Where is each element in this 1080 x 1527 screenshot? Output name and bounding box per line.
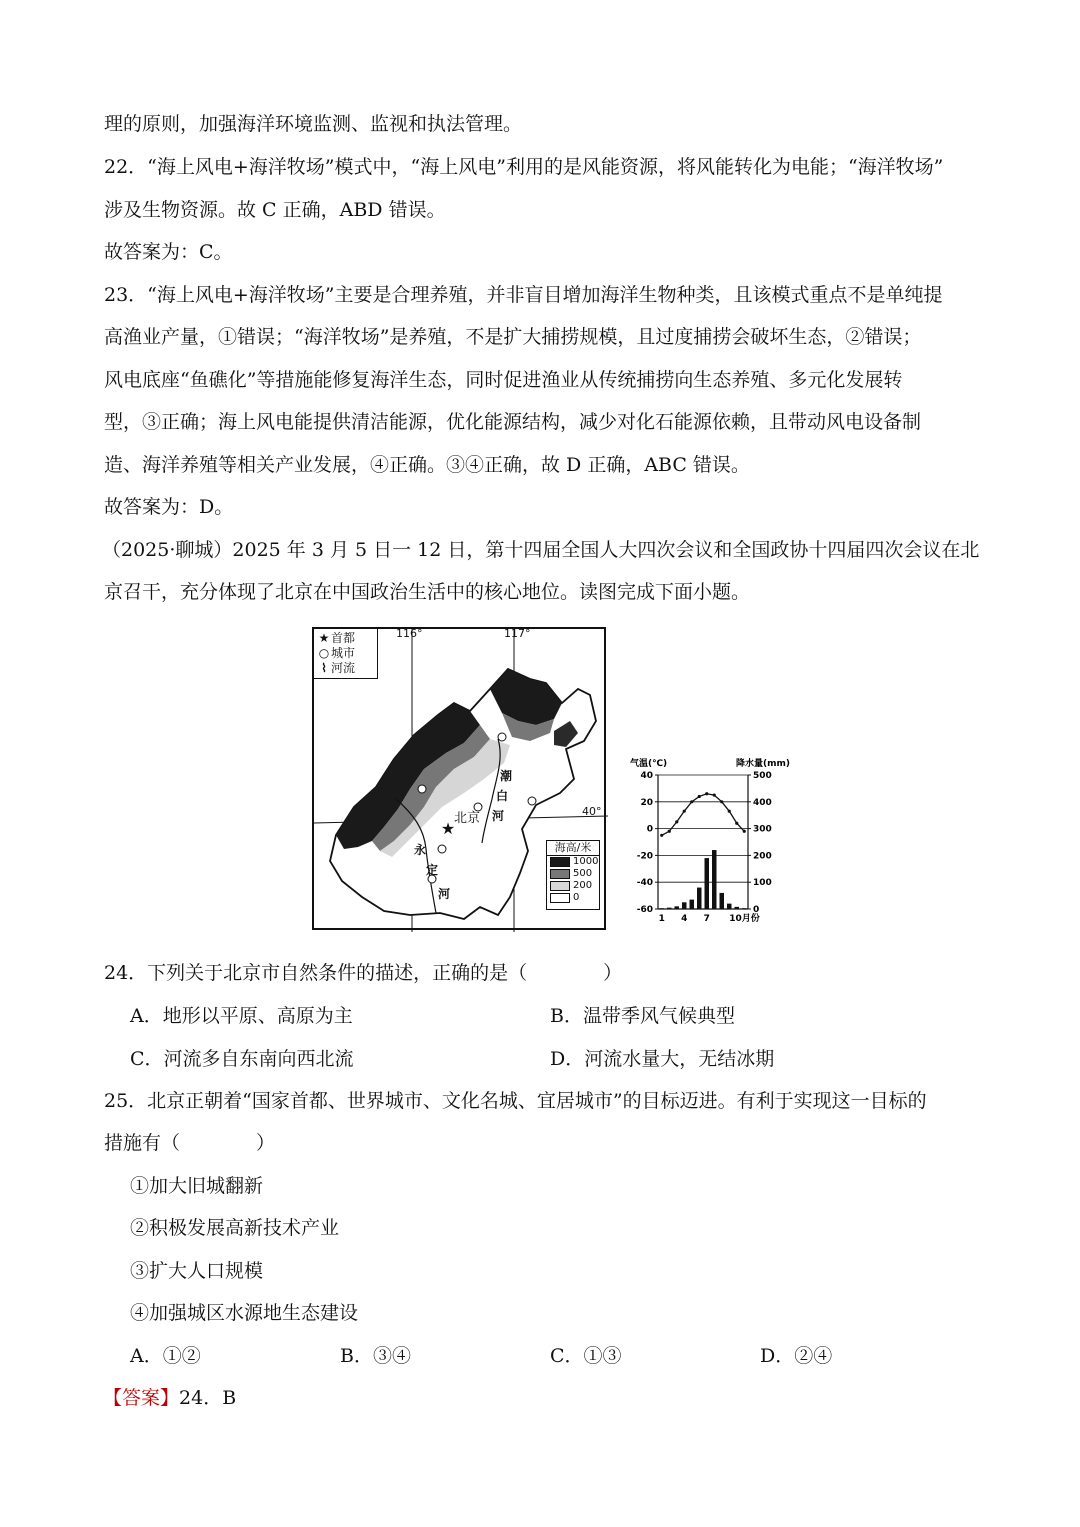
paragraph-line: 涉及生物资源。故 C 正确，ABD 错误。 [104, 199, 446, 221]
lon-label-117: 117° [504, 627, 531, 640]
answer-line [103, 1384, 236, 1412]
river-label-char: 定 [426, 863, 439, 877]
elevation-label: 0 [573, 892, 580, 903]
chart-precip-tick-label: 400 [753, 797, 772, 808]
legend-label: 河流 [331, 661, 356, 675]
paragraph-line: 风电底座“鱼礁化”等措施能修复海洋生态，同时促进渔业从传统捕捞向生态养殖、多元化发展转 [104, 369, 903, 391]
chart-temp-tick-label: 0 [646, 824, 653, 835]
precip-bar [675, 906, 680, 909]
figure-beijing [312, 627, 792, 932]
elevation-legend-row [547, 892, 599, 904]
answer-text: 24．B [179, 1387, 237, 1409]
river-label-char: 河 [438, 887, 451, 901]
q25-option-d: D．②④ [760, 1345, 833, 1367]
chart-x-tick-label: 7 [703, 914, 710, 924]
temperature-point [713, 794, 716, 797]
precip-bar [712, 850, 717, 909]
legend-label: 城市 [331, 646, 356, 660]
elevation-label: 500 [573, 868, 593, 879]
q24-option-d: D．河流水量大，无结冰期 [550, 1048, 775, 1070]
elevation-label: 200 [573, 880, 593, 891]
q25-option-c: C．①③ [550, 1345, 622, 1367]
chart-precip-tick-label: 200 [753, 851, 772, 862]
map-legend-symbols [314, 629, 378, 679]
elevation-swatch [550, 881, 570, 891]
chart-temp-tick-label: 40 [640, 771, 653, 781]
q25-item: ②积极发展高新技术产业 [130, 1217, 340, 1239]
temperature-point [705, 792, 708, 795]
paragraph-line: 型，③正确；海上风电能提供清洁能源，优化能源结构，减少对化石能源依赖，且带动风电设备制 [104, 411, 922, 433]
precip-bar [660, 908, 665, 909]
chart-precip-tick-label: 300 [753, 824, 772, 835]
city-marker [498, 733, 506, 741]
q25-item: ①加大旧城翻新 [130, 1175, 264, 1197]
city-marker [418, 785, 426, 793]
river-label-char: 永 [414, 843, 427, 857]
q24-option-a: A．地形以平原、高原为主 [130, 1005, 353, 1027]
temperature-point [690, 800, 693, 803]
question-25-stem: 措施有（ ） [104, 1132, 276, 1154]
legend-row [317, 631, 374, 646]
precip-bar [742, 908, 747, 909]
temperature-point [728, 810, 731, 813]
elevation-legend-row [547, 868, 599, 880]
answer-tag: 【答案】 [103, 1387, 180, 1409]
question-24-stem: 24．下列关于北京市自然条件的描述，正确的是（ ） [104, 962, 623, 984]
chart-precip-tick-label: 500 [753, 771, 772, 781]
paragraph-line: （2025·聊城）2025 年 3 月 5 日一 12 日，第十四届全国人大四次会议和全国政协十四届四次会议在北 [102, 539, 980, 561]
city-marker [528, 797, 536, 805]
chart-precip-tick-label: 100 [753, 878, 772, 889]
chart-temp-tick-label: -20 [636, 851, 653, 862]
paragraph-line: 京召干，充分体现了北京在中国政治生活中的核心地位。读图完成下面小题。 [104, 581, 751, 603]
river-label-char: 河 [492, 809, 505, 823]
question-25-stem: 25．北京正朝着“国家首都、世界城市、文化名城、宜居城市”的目标迈进。有利于实现这一目标的 [104, 1090, 927, 1112]
q24-option-b: B．温带季风气候典型 [550, 1005, 735, 1027]
precip-bar [727, 904, 732, 909]
q24-option-c: C．河流多自东南向西北流 [130, 1048, 354, 1070]
river-label-char: 白 [496, 789, 509, 803]
chart-right-axis-label: 降水量(mm) [736, 759, 790, 769]
legend-row [317, 646, 374, 661]
elevation-legend-title: 海高/米 [547, 841, 599, 856]
star-icon: ★ [318, 631, 330, 645]
capital-star: ★ [440, 819, 456, 838]
q25-option-b: B．③④ [340, 1345, 411, 1367]
paragraph-line: 理的原则，加强海洋环境监测、监视和执法管理。 [104, 113, 523, 135]
precip-bar [690, 900, 695, 909]
q25-option-a: A．①② [130, 1345, 201, 1367]
chart-x-tick-label: 10月份 [729, 914, 760, 924]
elevation-swatch [550, 893, 570, 903]
paragraph-line: 高渔业产量，①错误；“海洋牧场”是养殖，不是扩大捕捞规模，且过度捕捞会破坏生态，②错误； [104, 326, 922, 348]
elevation-swatch [550, 857, 570, 867]
q25-item: ③扩大人口规模 [130, 1260, 264, 1282]
chart-temp-tick-label: 20 [640, 797, 653, 808]
river-label-char: 潮 [500, 769, 513, 783]
precip-bar [697, 888, 702, 909]
temperature-line [662, 794, 745, 836]
elevation-swatch [550, 869, 570, 879]
temperature-point [735, 822, 738, 825]
chart-x-tick-label: 4 [681, 914, 688, 924]
precip-bar [667, 908, 672, 909]
paragraph-line: 故答案为：C。 [104, 241, 233, 263]
paragraph-line: 故答案为：D。 [104, 496, 234, 518]
paragraph-line: 22．“海上风电+海洋牧场”模式中，“海上风电”利用的是风能资源，将风能转化为电能；“海洋牧场” [104, 156, 944, 178]
temperature-point [683, 810, 686, 813]
temperature-point [675, 820, 678, 823]
climate-chart [630, 757, 790, 932]
temperature-point [743, 830, 746, 833]
temperature-point [660, 834, 663, 837]
temperature-point [668, 830, 671, 833]
chart-left-axis-label: 气温(℃) [630, 759, 668, 769]
chart-temp-tick-label: -40 [636, 878, 653, 889]
paragraph-line: 23．“海上风电+海洋牧场”主要是合理养殖，并非盲目增加海洋生物种类，且该模式重点不是单纯提 [104, 284, 943, 306]
q25-item: ④加强城区水源地生态建设 [130, 1302, 359, 1324]
elevation-legend-row [547, 856, 599, 868]
lat-label-40: 40° [582, 805, 602, 818]
temperature-point [698, 795, 701, 798]
beijing-map [312, 627, 606, 930]
precip-bar [735, 907, 740, 909]
legend-label: 首都 [331, 631, 356, 645]
chart-precip-tick-label: 0 [753, 905, 760, 915]
precip-bar [682, 902, 687, 909]
lon-label-116: 116° [396, 627, 423, 640]
legend-row [317, 661, 374, 676]
circle-icon: ○ [318, 646, 330, 660]
chart-temp-tick-label: -60 [636, 905, 653, 915]
elevation-label: 1000 [573, 856, 599, 867]
city-label-beijing: 北京 [454, 811, 481, 826]
temperature-point [720, 800, 723, 803]
paragraph-line: 造、海洋养殖等相关产业发展，④正确。③④正确，故 D 正确，ABC 错误。 [104, 454, 750, 476]
chart-x-tick-label: 1 [658, 914, 665, 924]
river-icon: ⌇ [321, 661, 327, 675]
precip-bar [705, 858, 710, 909]
precip-bar [720, 893, 725, 909]
map-legend-elevation [546, 840, 600, 910]
city-marker [438, 845, 446, 853]
elevation-legend-row [547, 880, 599, 892]
